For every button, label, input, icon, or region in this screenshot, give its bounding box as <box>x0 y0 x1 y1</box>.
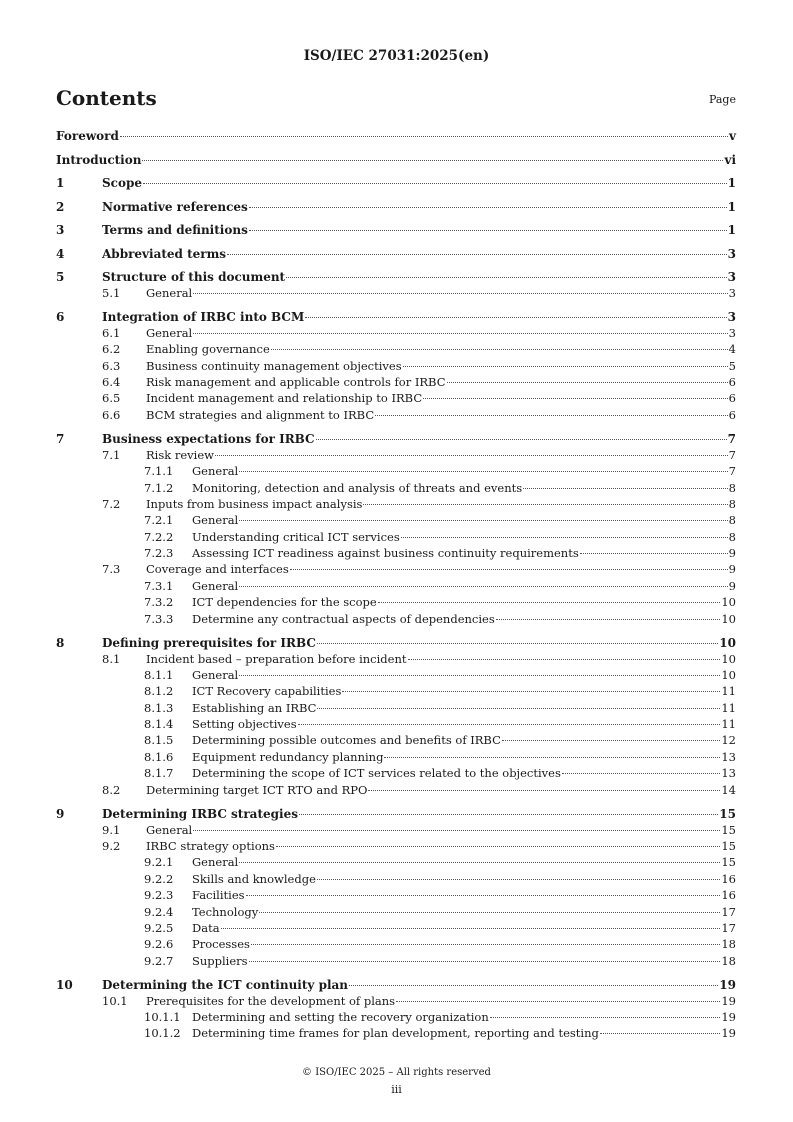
toc-entry[interactable] <box>56 529 736 545</box>
toc-entry[interactable] <box>56 806 736 822</box>
toc-entry-number: 8 <box>56 635 65 650</box>
toc-entry[interactable] <box>56 651 736 667</box>
dot-leader <box>239 471 727 472</box>
toc-entry[interactable] <box>56 683 736 699</box>
toc-entry-title: Determining the scope of ICT services related to the objectives <box>192 766 561 781</box>
dot-leader <box>239 586 727 587</box>
toc-entry[interactable] <box>56 578 736 594</box>
toc-entry-title: Inputs from business impact analysis <box>146 496 363 511</box>
toc-entry-page: 6 <box>728 391 736 406</box>
dot-leader <box>290 569 728 570</box>
dot-leader <box>378 602 721 603</box>
toc-entry-number: 1 <box>56 176 65 190</box>
toc-entry-page: 10 <box>721 667 736 682</box>
toc-entry[interactable] <box>56 700 736 716</box>
dot-leader <box>523 488 728 489</box>
toc-entry-page: 1 <box>727 223 736 237</box>
toc-entry-number: 7.1 <box>102 447 121 462</box>
page-column-label: Page <box>708 93 736 106</box>
toc-entry-page: 7 <box>727 431 736 446</box>
toc-entry-number: 6 <box>56 309 65 324</box>
dot-leader <box>562 773 720 774</box>
dot-leader <box>447 382 728 383</box>
toc-entry-number: 6.3 <box>102 358 121 373</box>
dot-leader <box>317 708 720 709</box>
toc-entry[interactable] <box>56 871 736 887</box>
toc-entry-page: 17 <box>721 920 736 935</box>
toc-entry[interactable] <box>56 246 736 262</box>
toc-entry-page: 15 <box>719 806 736 821</box>
toc-entry-page: 3 <box>727 270 736 284</box>
toc-entry-title: Risk management and applicable controls for IRBC <box>146 375 446 390</box>
toc-entry-title: Business continuity management objectives <box>146 358 402 373</box>
toc-entry[interactable] <box>56 447 736 463</box>
toc-entry[interactable] <box>56 732 736 748</box>
toc-entry-title: Enabling governance <box>146 342 270 357</box>
toc-entry-title: BCM strategies and alignment to IRBC <box>146 407 375 422</box>
toc-entry-title: Abbreviated terms <box>102 246 227 261</box>
toc-entry[interactable] <box>56 977 736 993</box>
toc-entry-page: 19 <box>721 1009 736 1024</box>
dot-leader <box>363 504 727 505</box>
table-of-contents <box>56 128 736 1042</box>
toc-entry[interactable] <box>56 269 736 285</box>
toc-entry[interactable] <box>56 635 736 651</box>
toc-entry-page: 10 <box>721 611 736 626</box>
toc-entry-page: 16 <box>721 888 736 903</box>
dot-leader <box>193 830 720 831</box>
toc-entry-title: Introduction <box>56 152 142 167</box>
toc-entry[interactable] <box>56 904 736 920</box>
toc-entry[interactable] <box>56 325 736 341</box>
toc-entry-page: 11 <box>721 700 736 715</box>
toc-entry-number: 7.3 <box>102 562 121 577</box>
dot-leader <box>375 415 728 416</box>
toc-entry-page: 3 <box>728 286 736 300</box>
toc-entry-title: General <box>192 464 239 479</box>
toc-entry-page: 8 <box>728 529 736 544</box>
toc-entry-number: 7.1.1 <box>144 464 174 479</box>
toc-entry-number: 9.2.5 <box>144 920 174 935</box>
toc-entry-title: ICT Recovery capabilities <box>192 684 342 699</box>
toc-entry[interactable] <box>56 782 736 798</box>
toc-entry[interactable] <box>56 993 736 1009</box>
toc-entry-title: Technology <box>192 904 259 919</box>
toc-entry[interactable] <box>56 611 736 627</box>
toc-entry-title: Skills and knowledge <box>192 871 316 886</box>
toc-entry-title: Determining time frames for plan development, reporting and testing <box>192 1026 599 1041</box>
toc-entry-number: 8.1.2 <box>144 684 174 699</box>
toc-entry-page: 16 <box>721 871 736 886</box>
dot-leader <box>317 643 718 644</box>
toc-entry-number: 9.2.4 <box>144 904 174 919</box>
toc-entry-title: ICT dependencies for the scope <box>192 595 377 610</box>
toc-entry-title: Business expectations for IRBC <box>102 431 315 446</box>
toc-entry-number: 9.2.6 <box>144 937 174 952</box>
toc-entry[interactable] <box>56 561 736 577</box>
toc-entry-number: 8.1.4 <box>144 717 174 732</box>
toc-entry-page: 15 <box>721 838 736 853</box>
toc-entry-title: Suppliers <box>192 953 248 968</box>
toc-entry-page: 19 <box>719 977 736 992</box>
toc-entry-page: 12 <box>721 733 736 748</box>
toc-entry-page: 18 <box>721 937 736 952</box>
toc-entry-page: 4 <box>728 342 736 357</box>
toc-entry-title: Determining IRBC strategies <box>102 806 298 821</box>
dot-leader <box>271 349 728 350</box>
toc-entry-title: Terms and definitions <box>102 223 248 237</box>
toc-entry[interactable] <box>56 716 736 732</box>
toc-entry-title: IRBC strategy options <box>146 838 275 853</box>
copyright-footer: © ISO/IEC 2025 – All rights reserved <box>302 1067 491 1078</box>
dot-leader <box>305 317 726 318</box>
toc-entry[interactable] <box>56 431 736 447</box>
dot-leader <box>349 985 718 986</box>
dot-leader <box>384 757 720 758</box>
toc-entry-page: 5 <box>728 358 736 373</box>
toc-entry-title: Structure of this document <box>102 270 286 284</box>
toc-entry-page: 8 <box>728 513 736 528</box>
toc-entry-number: 8.1.5 <box>144 733 174 748</box>
page-number: iii <box>391 1083 402 1096</box>
toc-entry[interactable] <box>56 838 736 854</box>
toc-entry-title: Data <box>192 920 220 935</box>
toc-entry-number: 8.1 <box>102 651 121 666</box>
dot-leader <box>221 928 721 929</box>
toc-entry-number: 7.2.3 <box>144 546 174 561</box>
toc-entry-page: 11 <box>721 684 736 699</box>
toc-entry-page: 13 <box>721 766 736 781</box>
dot-leader <box>396 1001 720 1002</box>
toc-entry-page: 10 <box>719 635 736 650</box>
toc-entry-title: Facilities <box>192 888 245 903</box>
toc-entry-title: Determine any contractual aspects of dependencies <box>192 611 495 626</box>
toc-entry[interactable] <box>56 512 736 528</box>
toc-entry-number: 7.3.2 <box>144 595 174 610</box>
toc-entry-number: 10.1.1 <box>144 1009 181 1024</box>
toc-entry[interactable] <box>56 463 736 479</box>
toc-entry-page: v <box>729 129 736 143</box>
dot-leader <box>496 619 721 620</box>
toc-entry-title: General <box>146 822 193 837</box>
toc-entry-title: General <box>146 325 193 340</box>
dot-leader <box>490 1017 721 1018</box>
toc-entry-title: Scope <box>102 176 143 190</box>
toc-entry-page: 10 <box>721 651 736 666</box>
dot-leader <box>193 293 727 294</box>
dot-leader <box>286 277 727 278</box>
toc-entry[interactable] <box>56 407 736 423</box>
toc-entry-number: 5.1 <box>102 286 121 300</box>
toc-entry-number: 5 <box>56 270 65 284</box>
toc-entry-number: 8.1.7 <box>144 766 174 781</box>
toc-entry-title: General <box>192 855 239 870</box>
dot-leader <box>403 366 728 367</box>
toc-entry-title: Understanding critical ICT services <box>192 529 400 544</box>
toc-entry-title: Monitoring, detection and analysis of threats and events <box>192 480 523 495</box>
toc-entry-number: 8.1.6 <box>144 749 174 764</box>
dot-leader <box>251 944 720 945</box>
toc-entry-page: 18 <box>721 953 736 968</box>
dot-leader <box>246 895 721 896</box>
toc-entry-number: 6.2 <box>102 342 121 357</box>
dot-leader <box>580 553 728 554</box>
dot-leader <box>249 207 727 208</box>
toc-entry-page: 9 <box>728 546 736 561</box>
dot-leader <box>401 537 728 538</box>
toc-entry[interactable] <box>56 374 736 390</box>
toc-entry-title: Determining target ICT RTO and RPO <box>146 782 368 797</box>
toc-entry[interactable] <box>56 953 736 969</box>
toc-entry-number: 8.1.3 <box>144 700 174 715</box>
dot-leader <box>239 675 720 676</box>
dot-leader <box>276 846 720 847</box>
toc-entry-number: 9.1 <box>102 822 121 837</box>
dot-leader <box>120 136 728 137</box>
toc-entry-title: Establishing an IRBC <box>192 700 317 715</box>
toc-entry[interactable] <box>56 887 736 903</box>
dot-leader <box>600 1033 721 1034</box>
toc-entry-number: 3 <box>56 223 65 237</box>
dot-leader <box>193 333 727 334</box>
toc-entry[interactable] <box>56 222 736 238</box>
toc-entry[interactable] <box>56 765 736 781</box>
toc-entry[interactable] <box>56 341 736 357</box>
dot-leader <box>502 740 720 741</box>
toc-entry-page: 3 <box>728 325 736 340</box>
toc-entry-number: 7.2.2 <box>144 529 174 544</box>
toc-entry-title: Equipment redundancy planning <box>192 749 384 764</box>
toc-entry-page: 9 <box>728 578 736 593</box>
toc-entry-title: General <box>192 578 239 593</box>
toc-entry-title: Determining possible outcomes and benefits of IRBC <box>192 733 501 748</box>
toc-entry-number: 7.1.2 <box>144 480 174 495</box>
dot-leader <box>299 814 718 815</box>
toc-entry[interactable] <box>56 1025 736 1041</box>
toc-entry-page: vi <box>724 152 736 167</box>
dot-leader <box>239 520 727 521</box>
toc-entry-title: Setting objectives <box>192 717 297 732</box>
toc-entry-number: 6.6 <box>102 407 121 422</box>
toc-entry-title: Incident based – preparation before incident <box>146 651 407 666</box>
toc-entry-page: 14 <box>721 782 736 797</box>
toc-entry-number: 7.3.3 <box>144 611 174 626</box>
dot-leader <box>142 160 723 161</box>
toc-entry-title: General <box>146 286 193 300</box>
toc-entry-page: 7 <box>728 447 736 462</box>
toc-entry-page: 13 <box>721 749 736 764</box>
toc-entry-page: 15 <box>721 822 736 837</box>
toc-entry-number: 8.1.1 <box>144 667 174 682</box>
toc-entry-title: General <box>192 513 239 528</box>
toc-entry-number: 10.1.2 <box>144 1026 181 1041</box>
dot-leader <box>215 455 728 456</box>
toc-entry-number: 9.2 <box>102 838 121 853</box>
toc-entry-page: 6 <box>728 407 736 422</box>
dot-leader <box>143 183 727 184</box>
toc-entry-number: 2 <box>56 199 65 214</box>
toc-entry-title: Integration of IRBC into BCM <box>102 309 305 324</box>
toc-entry[interactable] <box>56 920 736 936</box>
toc-entry[interactable] <box>56 285 736 301</box>
dot-leader <box>368 790 720 791</box>
dot-leader <box>423 398 728 399</box>
toc-entry-title: General <box>192 667 239 682</box>
toc-entry-page: 11 <box>721 717 736 732</box>
toc-entry-number: 7 <box>56 431 65 446</box>
toc-entry-number: 6.1 <box>102 325 121 340</box>
toc-entry[interactable] <box>56 545 736 561</box>
toc-entry-page: 1 <box>727 176 736 190</box>
toc-entry-number: 6.5 <box>102 391 121 406</box>
toc-entry-number: 7.2.1 <box>144 513 174 528</box>
toc-entry-page: 19 <box>721 993 736 1008</box>
document-id-header: ISO/IEC 27031:2025(en) <box>303 48 490 64</box>
toc-entry-title: Prerequisites for the development of plans <box>146 993 396 1008</box>
toc-entry-title: Defining prerequisites for IRBC <box>102 635 316 650</box>
dot-leader <box>249 230 727 231</box>
contents-title: Contents <box>56 86 157 110</box>
toc-entry[interactable] <box>56 390 736 406</box>
toc-entry[interactable] <box>56 594 736 610</box>
toc-entry-page: 3 <box>727 309 736 324</box>
toc-entry[interactable] <box>56 358 736 374</box>
toc-entry-page: 7 <box>728 464 736 479</box>
toc-entry-number: 9.2.1 <box>144 855 174 870</box>
toc-entry[interactable] <box>56 128 736 144</box>
toc-entry[interactable] <box>56 152 736 168</box>
toc-entry-page: 8 <box>728 496 736 511</box>
toc-entry-title: Processes <box>192 937 250 952</box>
dot-leader <box>259 912 720 913</box>
toc-entry-page: 9 <box>728 562 736 577</box>
toc-entry-page: 6 <box>728 375 736 390</box>
toc-entry-number: 10.1 <box>102 993 128 1008</box>
toc-entry-page: 8 <box>728 480 736 495</box>
dot-leader <box>249 961 721 962</box>
toc-entry[interactable] <box>56 749 736 765</box>
toc-entry[interactable] <box>56 199 736 215</box>
toc-entry-number: 4 <box>56 246 65 261</box>
toc-entry-number: 6.4 <box>102 375 121 390</box>
dot-leader <box>227 254 727 255</box>
toc-entry-title: Coverage and interfaces <box>146 562 289 577</box>
toc-entry[interactable] <box>56 936 736 952</box>
toc-entry-title: Determining and setting the recovery organization <box>192 1009 489 1024</box>
toc-entry-number: 9.2.2 <box>144 871 174 886</box>
dot-leader <box>239 862 720 863</box>
toc-entry-title: Normative references <box>102 199 248 214</box>
toc-entry-title: Foreword <box>56 129 119 143</box>
toc-entry-number: 9.2.7 <box>144 953 174 968</box>
toc-entry[interactable] <box>56 667 736 683</box>
toc-entry-page: 19 <box>721 1026 736 1041</box>
toc-entry-number: 7.3.1 <box>144 578 174 593</box>
toc-entry[interactable] <box>56 480 736 496</box>
toc-entry[interactable] <box>56 309 736 325</box>
toc-entry-title: Assessing ICT readiness against business continuity requirements <box>192 546 579 561</box>
toc-entry-number: 7.2 <box>102 496 121 511</box>
toc-entry-title: Incident management and relationship to IRBC <box>146 391 423 406</box>
toc-entry-title: Determining the ICT continuity plan <box>102 977 349 992</box>
toc-entry-page: 3 <box>727 246 736 261</box>
toc-entry[interactable] <box>56 175 736 191</box>
toc-entry-page: 1 <box>727 199 736 214</box>
dot-leader <box>298 724 721 725</box>
toc-entry-title: Risk review <box>146 447 214 462</box>
toc-entry[interactable] <box>56 496 736 512</box>
toc-entry-page: 10 <box>721 595 736 610</box>
toc-entry-number: 10 <box>56 977 73 992</box>
toc-entry-page: 15 <box>721 855 736 870</box>
dot-leader <box>317 879 720 880</box>
dot-leader <box>408 659 721 660</box>
toc-entry[interactable] <box>56 854 736 870</box>
dot-leader <box>342 691 720 692</box>
toc-entry-number: 9.2.3 <box>144 888 174 903</box>
toc-entry-page: 17 <box>721 904 736 919</box>
dot-leader <box>316 439 727 440</box>
toc-entry-number: 8.2 <box>102 782 121 797</box>
toc-entry-number: 9 <box>56 806 65 821</box>
toc-entry[interactable] <box>56 1009 736 1025</box>
toc-entry[interactable] <box>56 822 736 838</box>
